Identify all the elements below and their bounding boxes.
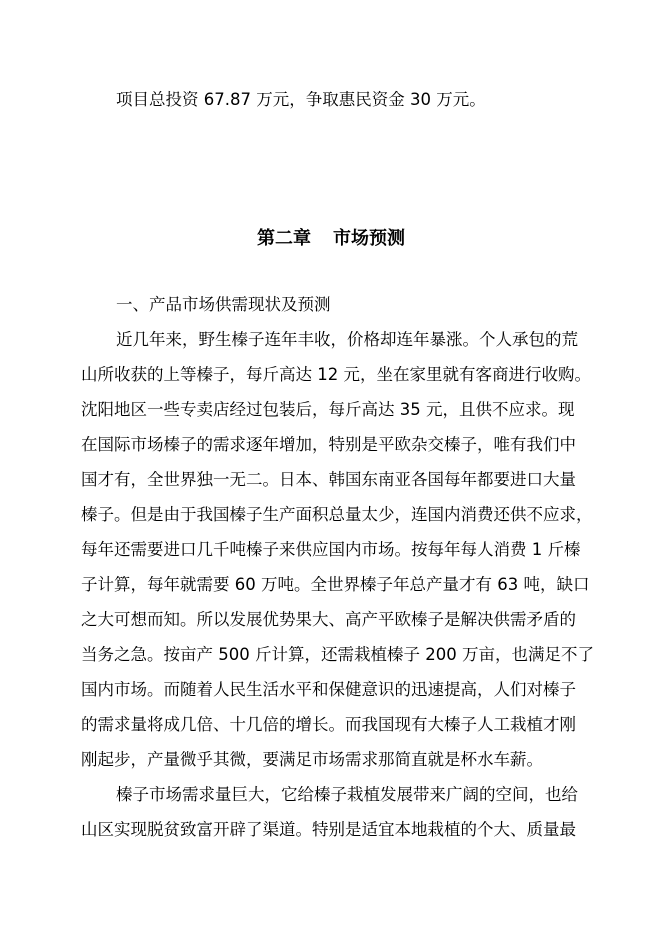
paragraph-line: 每年还需要进口几千吨榛子来供应国内市场。按每年每人消费 1 斤榛	[81, 540, 581, 559]
chapter-number: 第二章	[257, 228, 311, 249]
paragraph-line: 山所收获的上等榛子，每斤高达 12 元，坐在家里就有客商进行收购。	[81, 365, 591, 384]
paragraph-line: 之大可想而知。所以发展优势果大、高产平欧榛子是解决供需矛盾的	[81, 610, 576, 629]
paragraph-line: 国内市场。而随着人民生活水平和保健意识的迅速提高，人们对榛子	[81, 680, 576, 699]
paragraph-line: 子计算，每年就需要 60 万吨。全世界榛子年总产量才有 63 吨，缺口	[81, 575, 590, 594]
chapter-heading	[0, 228, 662, 250]
paragraph-line: 刚起步，产量微乎其微，要满足市场需求那简直就是杯水车薪。	[81, 750, 543, 769]
intro-line: 项目总投资 67.87 万元，争取惠民资金 30 万元。	[116, 90, 486, 109]
paragraph-line: 国才有，全世界独一无二。日本、韩国东南亚各国每年都要进口大量	[81, 470, 576, 489]
paragraph-line: 近几年来，野生榛子连年丰收，价格却连年暴涨。个人承包的荒	[116, 330, 578, 349]
paragraph-line: 的需求量将成几倍、十几倍的增长。而我国现有大榛子人工栽植才刚	[81, 715, 576, 734]
paragraph-line: 在国际市场榛子的需求逐年增加，特别是平欧杂交榛子，唯有我们中	[81, 435, 576, 454]
paragraph-line: 榛子市场需求量巨大，它给榛子栽植发展带来广阔的空间，也给	[116, 785, 578, 804]
paragraph-line: 山区实现脱贫致富开辟了渠道。特别是适宜本地栽植的个大、质量最	[81, 820, 576, 839]
chapter-title: 市场预测	[333, 228, 405, 249]
section-heading: 一、产品市场供需现状及预测	[116, 295, 331, 314]
paragraph-line: 当务之急。按亩产 500 斤计算，还需栽植榛子 200 万亩，也满足不了	[81, 645, 594, 664]
paragraph-line: 沈阳地区一些专卖店经过包装后，每斤高达 35 元，且供不应求。现	[81, 400, 575, 419]
paragraph-line: 榛子。但是由于我国榛子生产面积总量太少，连国内消费还供不应求，	[81, 505, 593, 524]
